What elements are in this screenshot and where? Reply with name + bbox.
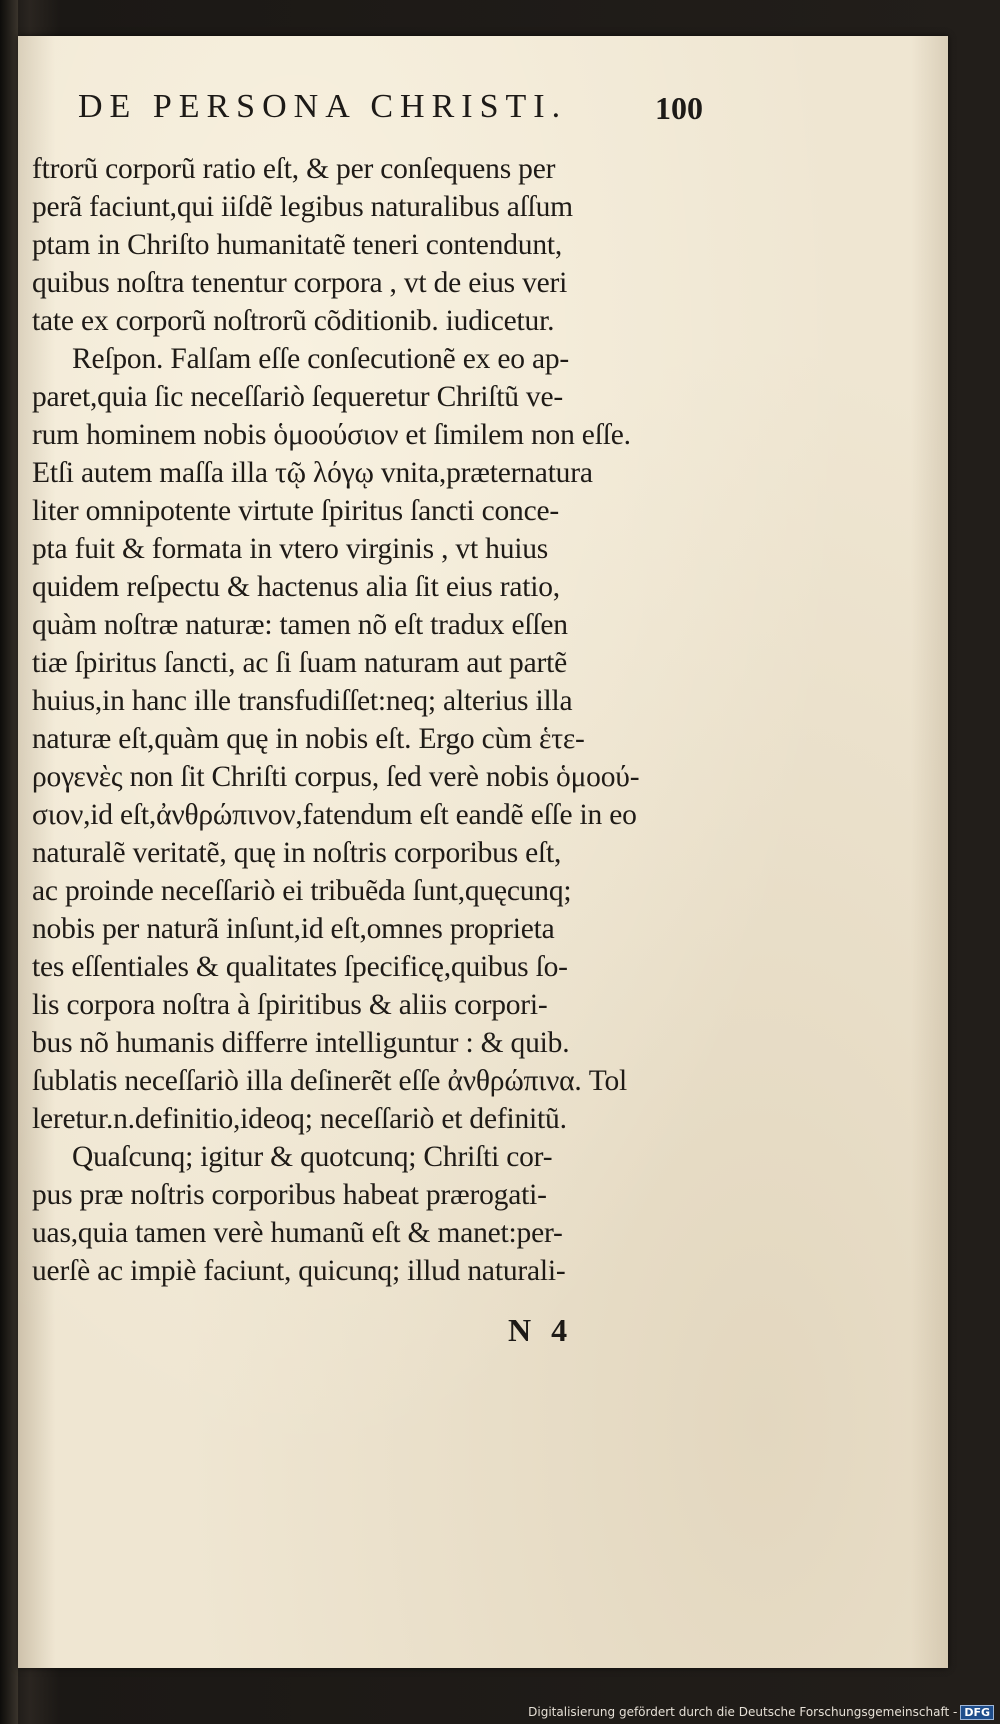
text-line: huius,in hanc ille transfudiſſet:neq; alterius illa xyxy=(32,685,573,717)
digitization-credit xyxy=(528,1705,994,1720)
text-line: quidem reſpectu & hactenus alia ſit eius ratio, xyxy=(32,571,560,603)
text-line: Etſi autem maſſa illa τῷ λόγῳ vnita,præternatura xyxy=(32,457,593,489)
text-line: pus præ noſtris corporibus habeat prærogati- xyxy=(32,1179,547,1211)
text-line: tiæ ſpiritus ſancti, ac ſi ſuam naturam aut partẽ xyxy=(32,647,567,679)
text-line: naturalẽ veritatẽ, quę in noſtris corporibus eſt, xyxy=(32,837,562,869)
text-line: uas,quia tamen verè humanũ eſt & manet:per- xyxy=(32,1217,563,1249)
text-line: tes eſſentiales & qualitates ſpecificę,quibus ſo- xyxy=(32,951,568,983)
credit-text: Digitalisierung gefördert durch die Deutsche Forschungsgemeinschaft - xyxy=(528,1705,958,1719)
text-line: quibus noſtra tenentur corpora , vt de eius veri xyxy=(32,267,568,299)
text-line: ac proinde neceſſariò ei tribuẽda ſunt,quęcunq; xyxy=(32,875,572,907)
text-line: lis corpora noſtra à ſpiritibus & aliis corpori- xyxy=(32,989,548,1021)
text-line: uerſè ac impiè faciunt, quicunq; illud naturali- xyxy=(32,1255,566,1287)
text-line: σιον,id eſt,ἀνθρώπινον,fatendum eſt eandẽ eſſe in eo xyxy=(32,799,637,831)
signature-mark: N 4 xyxy=(508,1312,574,1348)
text-line: quàm noſtræ naturæ: tamen nõ eſt tradux eſſen xyxy=(32,609,568,641)
binding-gutter xyxy=(0,0,18,1724)
body-text xyxy=(32,150,732,1290)
text-line: Quaſcunq; igitur & quotcunq; Chriſti cor- xyxy=(72,1141,553,1173)
dfg-logo: DFG xyxy=(960,1705,994,1720)
text-line: bus nõ humanis differre intelliguntur : & quib. xyxy=(32,1027,570,1059)
text-line: pta fuit & formata in vtero virginis , vt huius xyxy=(32,533,549,565)
text-line: ſublatis neceſſariò illa deſinerẽt eſſe ἀνθρώπινα. Tol xyxy=(32,1065,628,1097)
text-line: tate ex corporũ noſtrorũ cõditionib. iudicetur. xyxy=(32,305,555,337)
text-line: ptam in Chriſto humanitatẽ teneri contendunt, xyxy=(32,229,563,261)
text-line: leretur.n.definitio,ideoq; neceſſariò et definitũ. xyxy=(32,1103,567,1135)
text-line: ftrorũ corporũ ratio eſt, & per conſequens per xyxy=(32,153,556,185)
text-line: naturæ eſt,quàm quę in nobis eſt. Ergo cùm ἑτε- xyxy=(32,723,585,755)
text-line: Reſpon. Falſam eſſe conſecutionẽ ex eo ap- xyxy=(72,343,570,375)
text-line: nobis per naturã inſunt,id eſt,omnes proprieta xyxy=(32,913,555,945)
running-head: DE PERSONA CHRISTI. xyxy=(78,88,568,125)
text-line: liter omnipotente virtute ſpiritus ſancti conce- xyxy=(32,495,559,527)
text-line: rum hominem nobis ὁμοούσιον et ſimilem non eſſe. xyxy=(32,419,631,451)
text-line: ρογενὲς non ſit Chriſti corpus, ſed verè nobis ὁμοού- xyxy=(32,761,640,793)
text-line: perã faciunt,qui iiſdẽ legibus naturalibus aſſum xyxy=(32,191,573,223)
text-line: paret,quia ſic neceſſariò ſequeretur Chriſtũ ve- xyxy=(32,381,563,413)
page-number: 100 xyxy=(655,90,703,126)
